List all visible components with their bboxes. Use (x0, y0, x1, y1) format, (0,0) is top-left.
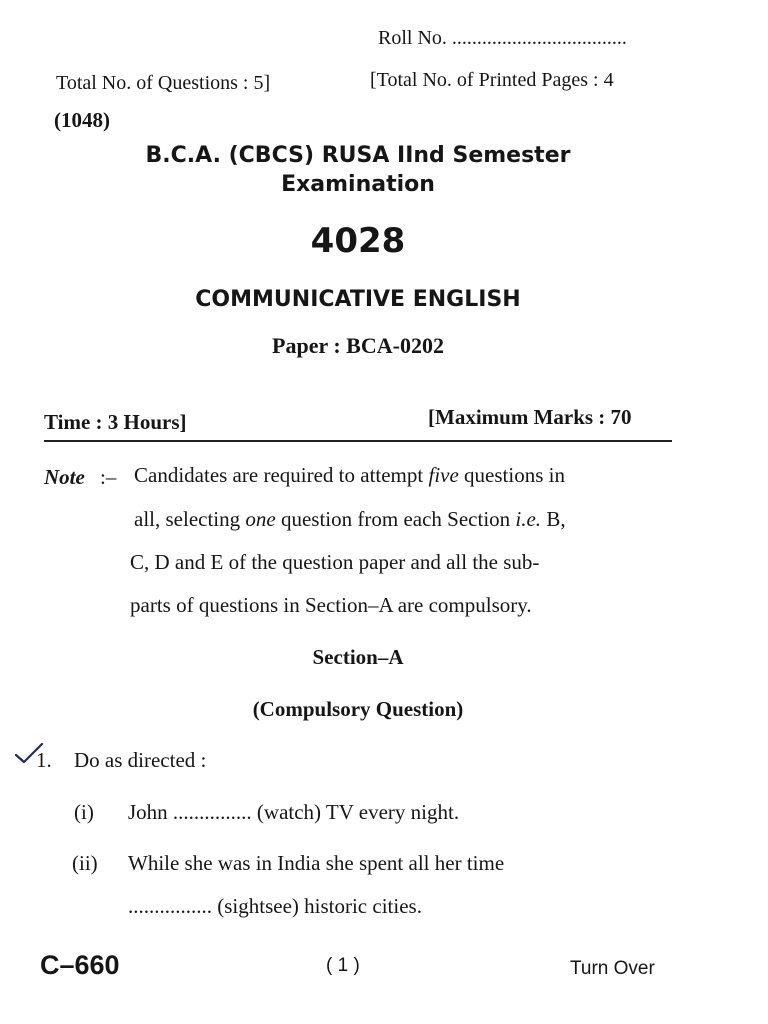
note-text: Candidates are required to attempt (134, 463, 429, 487)
section-a-heading: Section–A (312, 645, 404, 669)
header-divider (44, 440, 672, 442)
subquestion-text-continued: ................ (sightsee) historic cities. (128, 894, 422, 918)
exam-title-line-1: B.C.A. (CBCS) RUSA IInd Semester (145, 143, 571, 168)
subquestion-text: John ............... (watch) TV every night. (128, 800, 460, 824)
turn-over-label: Turn Over (570, 958, 655, 979)
roll-number-field: Roll No. ................................... (378, 27, 627, 49)
question-1-number: 1. (36, 748, 52, 772)
booklet-code: C–660 (40, 950, 120, 980)
note-line-3: C, D and E of the question paper and all the sub- (130, 550, 540, 574)
compulsory-question-heading: (Compulsory Question) (252, 697, 464, 721)
subquestion-text: While she was in India she spent all her time (128, 851, 505, 875)
note-emphasis: i.e. (515, 507, 542, 531)
subject-title: COMMUNICATIVE ENGLISH (195, 287, 521, 312)
paper-code: 4028 (310, 221, 406, 261)
note-line-1 (134, 463, 565, 488)
note-label: Note (44, 465, 85, 489)
note-text: B, (541, 507, 566, 531)
note-text: all, selecting (134, 507, 246, 531)
note-emphasis: one (245, 507, 276, 531)
subquestion-number: (i) (74, 800, 94, 824)
subquestion-number: (ii) (72, 851, 98, 875)
maximum-marks: [Maximum Marks : 70 (428, 405, 632, 429)
paper-serial-code: (1048) (54, 108, 110, 132)
note-text: questions in (458, 463, 565, 487)
note-line-2 (134, 507, 566, 532)
note-text: question from each Section (275, 507, 516, 531)
total-questions: Total No. of Questions : 5] (56, 72, 271, 94)
exam-title-line-2: Examination (281, 172, 435, 197)
total-printed-pages: [Total No. of Printed Pages : 4 (370, 69, 614, 91)
note-emphasis: five (428, 463, 459, 487)
note-separator: :– (100, 465, 117, 489)
paper-number: Paper : BCA-0202 (272, 333, 444, 358)
question-1-directive: Do as directed : (74, 748, 207, 772)
time-allowed: Time : 3 Hours] (44, 410, 187, 434)
note-line-4: parts of questions in Section–A are compulsory. (130, 593, 532, 617)
page-number: ( 1 ) (326, 955, 360, 976)
